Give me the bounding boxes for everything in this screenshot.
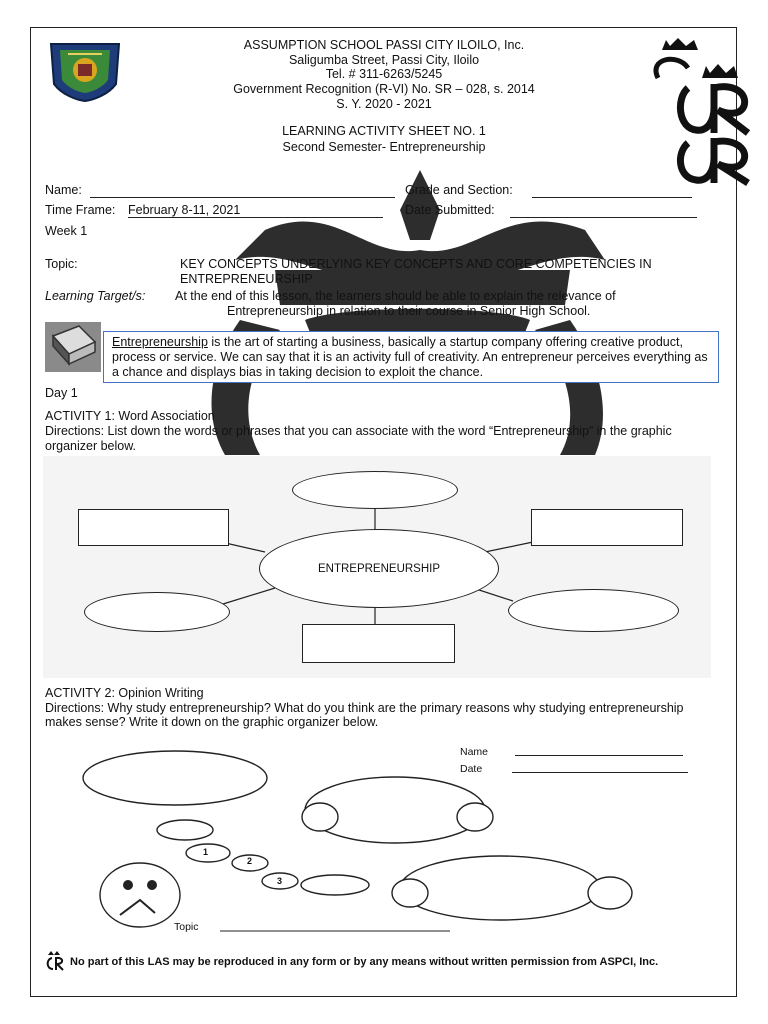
activity1-title: ACTIVITY 1: Word Association — [45, 409, 215, 423]
bubble-3-label: 3 — [277, 876, 283, 886]
act2-topic-label: Topic — [174, 921, 199, 933]
organizer-center-ellipse — [259, 529, 499, 608]
activity2-directions: Directions: Why study entrepreneurship? What do you think are the primary reasons why studying entrepreneurship makes sense? Write it down on the graphic organizer below. — [45, 701, 684, 729]
organizer-bottom-box[interactable] — [302, 624, 455, 663]
organizer-top-ellipse[interactable] — [292, 471, 458, 509]
topic-value: KEY CONCEPTS UNDERLYING KEY CONCEPTS AND CORE COMPETENCIES IN ENTREPRENEURSHIP — [180, 257, 652, 286]
learning-target-line2: Entrepreneurship in relation to their course in Senior High School. — [227, 304, 591, 318]
school-address: Saligumba Street, Passi City, Iloilo — [288, 53, 480, 67]
grade-label: Grade and Section: — [405, 183, 513, 197]
organizer-right-box[interactable] — [531, 509, 683, 546]
organizer-lower-left-ellipse[interactable] — [84, 592, 230, 632]
organizer-lower-right-ellipse[interactable] — [508, 589, 679, 632]
activity2-title: ACTIVITY 2: Opinion Writing — [45, 686, 204, 700]
sheet-title: LEARNING ACTIVITY SHEET NO. 1 — [282, 124, 486, 138]
act2-name-label: Name — [460, 746, 489, 758]
definition-term: Entrepreneurship — [112, 335, 208, 349]
definition-text: is the art of starting a business, basically a startup company offering creative product, process or service. We can say that it is an activity full of creativity. An entrepreneur perceives everything as a chance and displays bias in taking decision to exploit the chance. — [112, 335, 708, 379]
name-field[interactable] — [90, 183, 395, 198]
book-icon — [45, 322, 101, 372]
organizer-left-box[interactable] — [78, 509, 229, 546]
learning-target-line1: At the end of this lesson, the learners should be able to explain the relevance of — [175, 289, 616, 303]
topic-label: Topic: — [45, 257, 78, 271]
grade-field[interactable] — [532, 183, 692, 198]
week-label: Week 1 — [45, 224, 88, 238]
bubble-1-label: 1 — [203, 847, 209, 857]
school-year: S. Y. 2020 - 2021 — [336, 97, 432, 111]
school-tel: Tel. # 311-6263/5245 — [325, 67, 443, 81]
semester: Second Semester- Entrepreneurship — [282, 140, 486, 154]
organizer-center-label: ENTREPRENEURSHIP — [317, 562, 441, 575]
time-frame-value: February 8-11, 2021 — [128, 203, 383, 218]
bubble-2-label: 2 — [247, 856, 253, 866]
date-submitted-label: Date Submitted: — [405, 203, 495, 217]
footer-notice: No part of this LAS may be reproduced in any form or by any means without written permission from ASPCI, Inc. — [70, 956, 659, 968]
learning-target-label: Learning Target/s: — [45, 289, 146, 303]
gov-recognition: Government Recognition (R-VI) No. SR – 028, s. 2014 — [233, 82, 535, 96]
time-frame-label: Time Frame: — [45, 203, 116, 217]
footer-monogram-icon — [42, 951, 66, 971]
activity1-directions: Directions: List down the words or phrases that you can associate with the word “Entrepreneurship” in the graphic organizer below. — [45, 424, 672, 453]
thought-clouds — [80, 745, 650, 935]
school-name: ASSUMPTION SCHOOL PASSI CITY ILOILO, Inc. — [243, 38, 525, 52]
act2-date-label: Date — [460, 763, 483, 775]
school-logo — [48, 40, 122, 102]
definition-box — [103, 331, 719, 383]
name-label: Name: — [45, 183, 82, 197]
date-submitted-field[interactable] — [510, 203, 697, 218]
monogram-logo — [648, 38, 768, 188]
day-label: Day 1 — [45, 386, 78, 400]
